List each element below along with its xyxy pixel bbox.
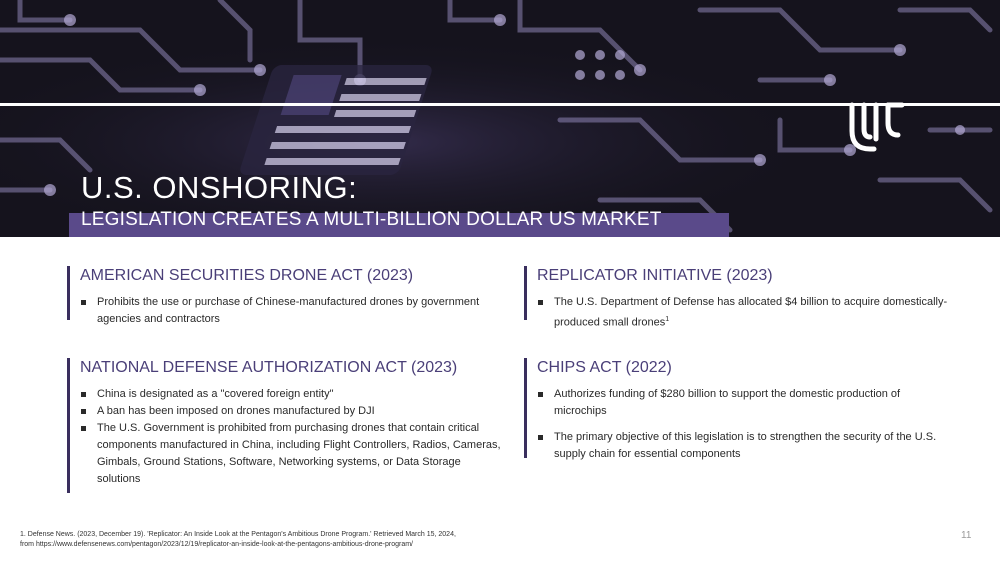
- bullet-list: [537, 294, 954, 332]
- section-heading: NATIONAL DEFENSE AUTHORIZATION ACT (2023): [80, 359, 458, 376]
- bullet-list: [537, 386, 954, 463]
- section-heading: CHIPS ACT (2022): [537, 359, 672, 376]
- list-item: [537, 294, 954, 332]
- page-subtitle: LEGISLATION CREATES A MULTI-BILLION DOLLAR US MARKET: [81, 209, 662, 230]
- footnote-line: from https://www.defensenews.com/pentagon/2023/12/19/replicator-an-inside-look-at-the-pentagons-ambitious-drone-program/: [20, 541, 413, 548]
- page-number: 11: [961, 530, 972, 541]
- list-item: The U.S. Government is prohibited from purchasing drones that contain critical components manufactured in China, including Flight Controllers, Radios, Cameras, Gimbals, Ground Stations, Software, Networking systems, or Data Storage solutions: [80, 420, 507, 488]
- page-title: U.S. ONSHORING:: [81, 170, 358, 205]
- footnote: [20, 530, 456, 550]
- section-national-defense-authorization-act: [67, 358, 507, 493]
- bullet-list: [80, 294, 507, 328]
- section-heading: AMERICAN SECURITIES DRONE ACT (2023): [80, 267, 414, 284]
- section-american-securities-drone-act: [67, 266, 507, 325]
- list-item: A ban has been imposed on drones manufactured by DJI: [80, 403, 507, 420]
- bullet-list: [80, 386, 507, 488]
- company-logo-icon: [846, 93, 908, 155]
- section-replicator-initiative: [524, 266, 954, 329]
- section-heading: REPLICATOR INITIATIVE (2023): [537, 267, 773, 284]
- list-item: Prohibits the use or purchase of Chinese-manufactured drones by government agencies and contractors: [80, 294, 507, 328]
- list-item: The primary objective of this legislation is to strengthen the security of the U.S. supply chain for essential components: [537, 429, 954, 463]
- footnote-line: 1. Defense News. (2023, December 19). 'Replicator: An Inside Look at the Pentagon's Ambitious Drone Program.' Retrieved March 15, 2024,: [20, 531, 456, 538]
- section-chips-act: [524, 358, 954, 458]
- list-item-text: The U.S. Department of Defense has allocated $4 billion to acquire domestically-produced small drones: [554, 296, 948, 329]
- list-item: Authorizes funding of $280 billion to support the domestic production of microchips: [537, 386, 954, 420]
- footnote-reference: 1: [665, 316, 670, 323]
- list-item: China is designated as a "covered foreign entity": [80, 386, 507, 403]
